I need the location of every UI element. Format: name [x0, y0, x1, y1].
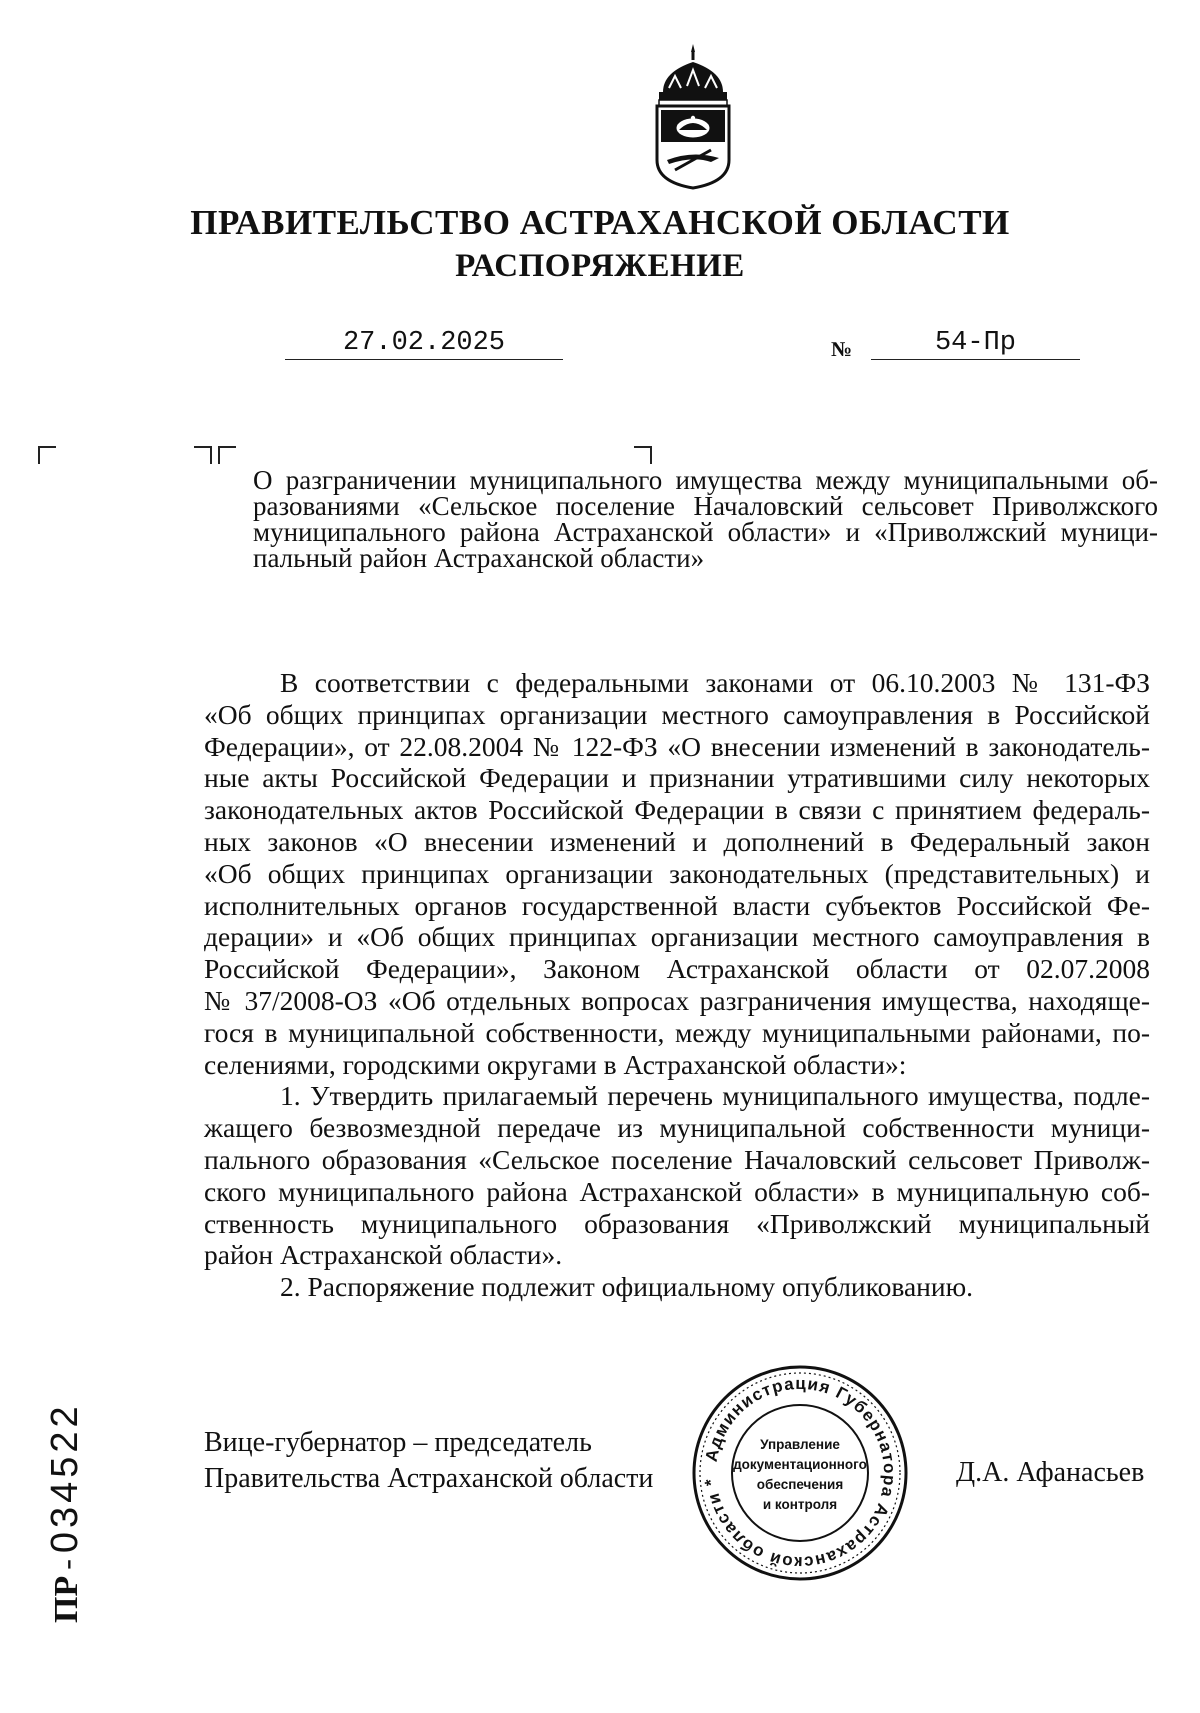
body-line: ных законов «О внесении изменений и дополнений в Федеральный закон [204, 825, 1150, 857]
subject-bracket-left-mark [218, 446, 236, 464]
number-sign: № [831, 337, 853, 361]
body-line: 2. Распоряжение подлежит официальному опубликованию. [280, 1271, 974, 1303]
signatory-title-line: Правительства Астраханской области [204, 1463, 654, 1494]
body-line: ственность муниципального образования «Приволжский муниципальный [204, 1207, 1150, 1239]
subject-line: муниципального района Астраханской области» и «Приволжский муници- [253, 517, 1158, 547]
stamp-ring-text: Администрация Губернатора Астраханской области * [701, 1373, 900, 1573]
bracket-top-left-mark [38, 446, 56, 464]
signatory-title [204, 1425, 653, 1497]
body-line: пального образования «Сельское поселение Началовский сельсовет Приволж- [204, 1143, 1150, 1175]
stamp-center-line: обеспечения [756, 1477, 844, 1492]
document-body [204, 667, 1150, 1303]
side-code-dash: - [48, 1559, 84, 1570]
subject-line: пальный район Астраханской области» [253, 543, 705, 573]
body-line: № 37/2008-ОЗ «Об отдельных вопросах разграничения имущества, находяще- [204, 984, 1150, 1016]
body-line: Российской Федерации», Законом Астраханской области от 02.07.2008 [204, 953, 1150, 985]
document-date-field: 27.02.2025 [285, 328, 563, 360]
signatory-title-line: Вице-губернатор – председатель [204, 1427, 592, 1458]
document-type-title: РАСПОРЯЖЕНИЕ [455, 248, 745, 284]
body-line: «Об общих принципах организации законодательных (представительных) и [204, 857, 1150, 889]
body-line: законодательных актов Российской Федерации в связи с принятием федераль- [204, 794, 1150, 826]
svg-text:Администрация Губернатора Астр [701, 1374, 899, 1572]
stamp-center-line: Управление [760, 1437, 840, 1452]
body-line: 1. Утвердить прилагаемый перечень муниципального имущества, подле- [280, 1080, 1150, 1112]
body-line: ского муниципального района Астраханской области» в муниципальную соб- [204, 1175, 1150, 1207]
body-line: гося в муниципальной собственности, между муниципальными районами, по- [204, 1016, 1150, 1048]
body-line: дерации» и «Об общих принципах организации местного самоуправления в [204, 921, 1150, 953]
body-line: ные акты Российской Федерации и признании утратившими силу некоторых [204, 762, 1150, 794]
body-line: В соответствии с федеральными законами от 06.10.2003 № 131-ФЗ [280, 667, 1150, 698]
body-line: «Об общих принципах организации местного самоуправления в Российской [204, 698, 1150, 730]
stamp-center-line: документационного [733, 1457, 867, 1472]
bracket-top-right-mark [194, 446, 212, 464]
body-line: жащего безвозмездной передаче из муниципальной собственности муници- [204, 1112, 1150, 1144]
body-line: селениями, городскими округами в Астраханской области»: [204, 1048, 907, 1080]
subject-bracket-right-mark [634, 446, 652, 464]
government-title: ПРАВИТЕЛЬСТВО АСТРАХАНСКОЙ ОБЛАСТИ [190, 203, 1010, 242]
document-subject [253, 467, 1158, 571]
body-line: Федерации», от 22.08.2004 № 122-ФЗ «О внесении изменений в законодатель- [204, 730, 1150, 762]
side-registration-code [36, 1395, 106, 1625]
subject-line: О разграничении муниципального имущества между муниципальными об- [253, 465, 1158, 495]
signatory-name: Д.А. Афанасьев [956, 1457, 1145, 1488]
body-line: исполнительных органов государственной власти субъектов Российской Фе- [204, 889, 1150, 921]
coat-of-arms-emblem [645, 42, 741, 190]
side-code-digits: 034522 [44, 1402, 86, 1554]
official-stamp [690, 1363, 910, 1583]
body-line: район Астраханской области». [204, 1239, 563, 1271]
document-number-field: 54-Пр [871, 328, 1080, 360]
subject-line: разованиями «Сельское поселение Началовский сельсовет Приволжского [253, 491, 1158, 521]
side-code-prefix: ПР [48, 1575, 85, 1623]
stamp-center-line: и контроля [762, 1497, 838, 1512]
